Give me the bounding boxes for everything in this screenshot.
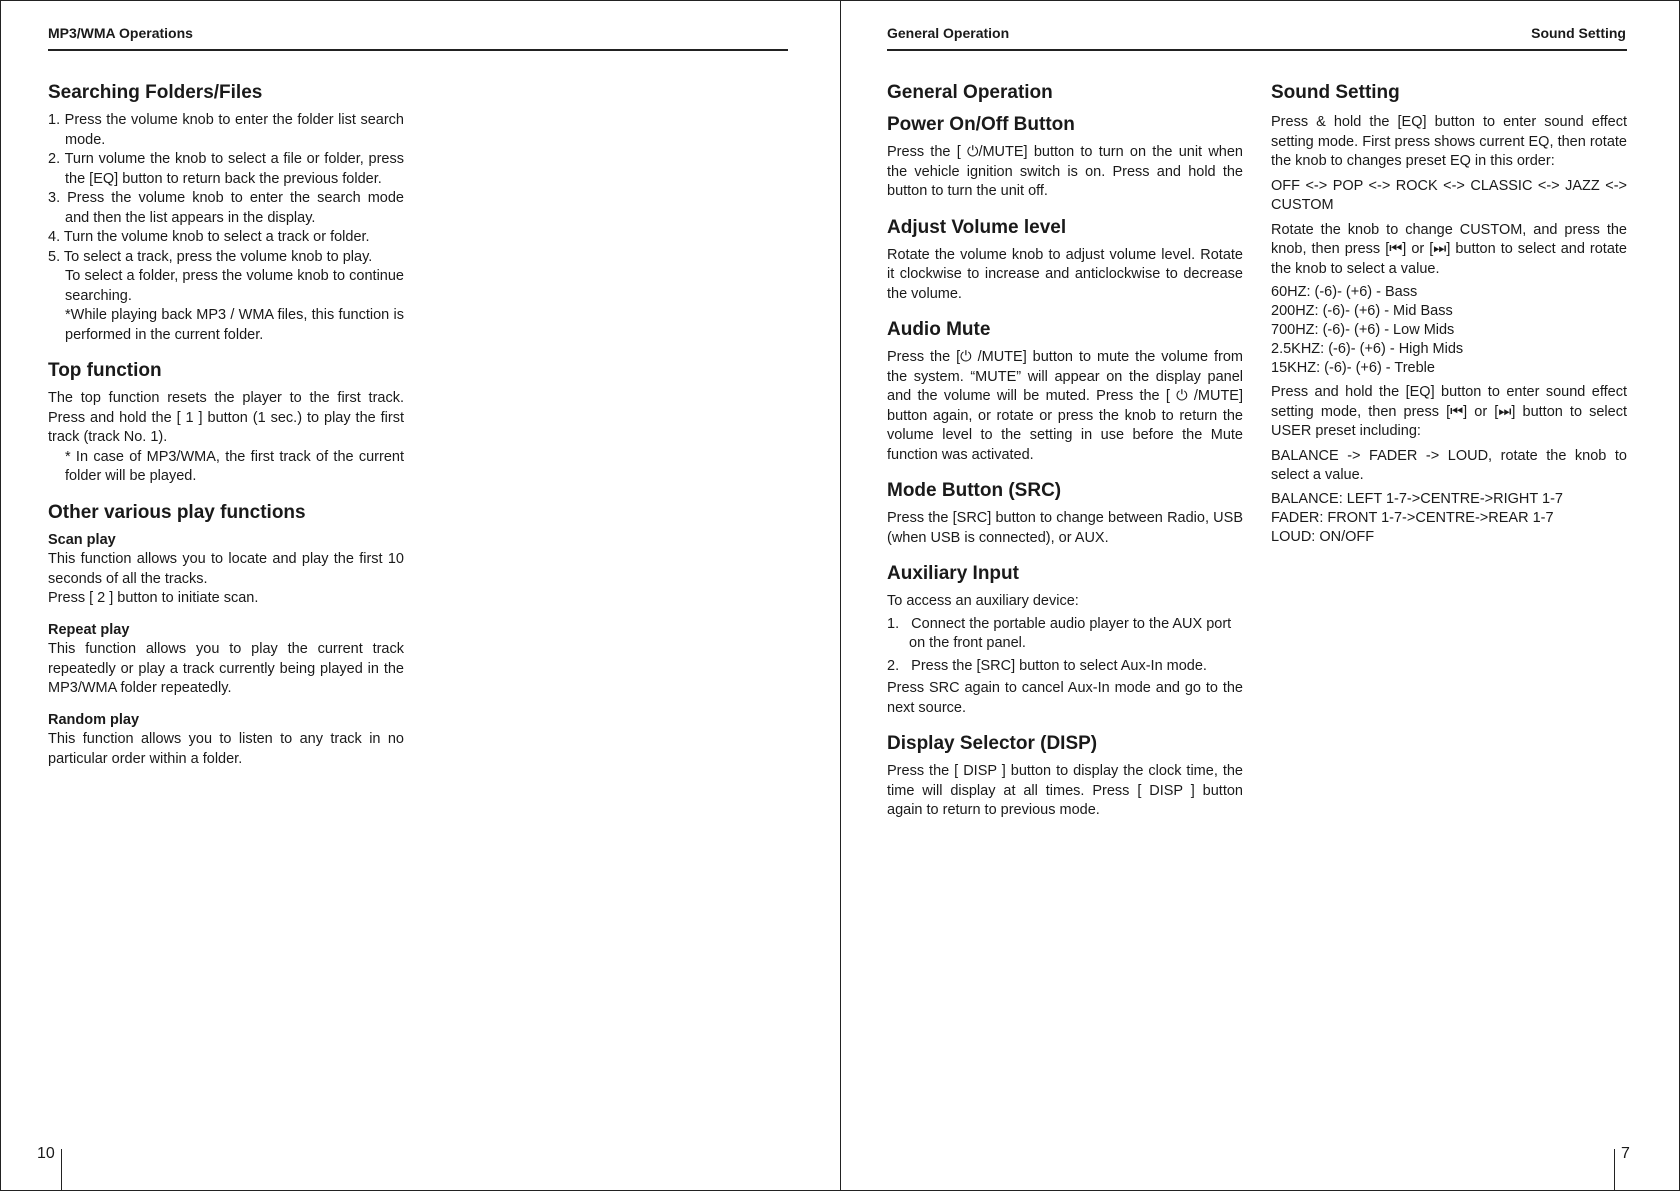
other-play-functions-heading: Other various play functions	[48, 501, 306, 523]
user-preset-text: Press and hold the [EQ] button to enter sound effect setting mode, then press [⏮] or [⏭] button to select USER preset including:	[1271, 384, 1627, 439]
right-page-header-left: General Operation	[887, 25, 1010, 41]
searching-step-3: 3. Press the volume knob to enter the search mode and then the list appears in the display.	[48, 190, 404, 226]
eq-band-200hz: 200HZ: (-6)- (+6) - Mid Bass	[1271, 303, 1453, 319]
right-header-rule	[887, 49, 1627, 51]
repeat-play-text: This function allows you to play the current track repeatedly or play a track currently being played in the MP3/WMA folder repeatedly.	[48, 641, 404, 696]
random-play-text: This function allows you to listen to any track in no particular order within a folder.	[48, 731, 404, 767]
auxiliary-input-heading: Auxiliary Input	[887, 563, 1019, 584]
searching-step-5: 5. To select a track, press the volume knob to play.	[48, 248, 373, 265]
display-selector-text: Press the [ DISP ] button to display the clock time, the time will display at all times. Press [ DISP ] button again to return to previous mode.	[887, 763, 1243, 818]
balance-fader-loud-text: BALANCE -> FADER -> LOUD, rotate the knob to select a value.	[1271, 447, 1627, 483]
searching-step-2: 2. Turn volume the knob to select a file or folder, press the [EQ] button to return back the previous folder.	[48, 151, 404, 187]
searching-folders-heading: Searching Folders/Files	[48, 82, 263, 103]
general-operation-heading: General Operation	[887, 82, 1053, 103]
searching-note-folder: To select a folder, press the volume knob to continue searching.	[65, 268, 404, 304]
top-function-heading: Top function	[48, 360, 162, 381]
eq-order: OFF <-> POP <-> ROCK <-> CLASSIC <-> JAZZ <-> CUSTOM	[1271, 177, 1627, 213]
left-column	[48, 81, 404, 769]
eq-band-list	[1271, 283, 1627, 378]
searching-steps	[48, 111, 404, 345]
power-button-heading: Power On/Off Button	[887, 114, 1075, 135]
custom-eq-text: Rotate the knob to change CUSTOM, and press the knob, then press [⏮] or [⏭] button to select and rotate the knob to select a value.	[1271, 221, 1627, 277]
auxiliary-step-1: 1. Connect the portable audio player to the AUX port on the front panel.	[887, 615, 1232, 651]
balance-value: BALANCE: LEFT 1-7->CENTRE->RIGHT 1-7	[1271, 490, 1563, 507]
eq-band-15khz: 15KHZ: (-6)- (+6) - Treble	[1271, 360, 1435, 376]
left-page-tick	[61, 1149, 62, 1191]
adjust-volume-text: Rotate the volume knob to adjust volume level. Rotate it clockwise to increase and anticlockwise to decrease the volume.	[887, 246, 1243, 302]
right-page	[840, 0, 1680, 1191]
searching-note-mp3: *While playing back MP3 / WMA files, this function is performed in the current folder.	[65, 307, 404, 343]
mode-button-text: Press the [SRC] button to change between Radio, USB (when USB is connected), or AUX.	[887, 510, 1243, 546]
sound-setting-intro: Press & hold the [EQ] button to enter sound effect setting mode. First press shows current EQ, then rotate the knob to changes preset EQ in this order:	[1271, 114, 1627, 169]
eq-band-2-5khz: 2.5KHZ: (-6)- (+6) - High Mids	[1271, 341, 1464, 357]
eq-band-700hz: 700HZ: (-6)- (+6) - Low Mids	[1271, 322, 1455, 338]
power-button-text: Press the [ ⏻/MUTE] button to turn on the unit when the vehicle ignition switch is on. Press and hold the button to turn the unit off.	[887, 144, 1243, 199]
sound-setting-column	[1271, 81, 1627, 547]
searching-step-4: 4. Turn the volume knob to select a track or folder.	[48, 229, 370, 245]
top-function-text: The top function resets the player to the first track. Press and hold the [ 1 ] button (1 sec.) to play the first track (track No. 1).	[48, 390, 404, 445]
right-page-number: 7	[1621, 1145, 1630, 1162]
auxiliary-steps	[887, 615, 1243, 677]
right-page-header-right: Sound Setting	[1531, 25, 1626, 41]
right-page-tick	[1614, 1149, 1615, 1191]
repeat-play-heading: Repeat play	[48, 621, 130, 638]
scan-play-press: Press [ 2 ] button to initiate scan.	[48, 590, 259, 606]
display-selector-heading: Display Selector (DISP)	[887, 733, 1098, 754]
sound-setting-heading: Sound Setting	[1271, 82, 1400, 103]
audio-mute-text: Press the [⏻ /MUTE] button to mute the volume from the system. “MUTE” will appear on the display panel and the volume will be muted. Press the [ ⏻ /MUTE] button again, or rotate or press the knob to return the volume level to the setting in use before the Mute function was activated.	[887, 349, 1243, 463]
auxiliary-input-intro: To access an auxiliary device:	[887, 593, 1079, 609]
auxiliary-step-2: 2. Press the [SRC] button to select Aux-In mode.	[887, 657, 1207, 674]
random-play-heading: Random play	[48, 711, 140, 728]
audio-mute-heading: Audio Mute	[887, 319, 991, 340]
loud-value: LOUD: ON/OFF	[1271, 528, 1375, 545]
searching-step-1: 1. Press the volume knob to enter the folder list search mode.	[48, 112, 404, 148]
scan-play-heading: Scan play	[48, 531, 116, 548]
scan-play-text: This function allows you to locate and play the first 10 seconds of all the tracks.	[48, 551, 404, 587]
left-header-rule	[48, 49, 788, 51]
mode-button-heading: Mode Button (SRC)	[887, 480, 1062, 501]
general-operation-column	[887, 81, 1243, 821]
user-preset-values	[1271, 490, 1627, 547]
left-page-header: MP3/WMA Operations	[48, 25, 193, 41]
auxiliary-input-outro: Press SRC again to cancel Aux-In mode and go to the next source.	[887, 680, 1243, 716]
adjust-volume-heading: Adjust Volume level	[887, 216, 1067, 238]
fader-value: FADER: FRONT 1-7->CENTRE->REAR 1-7	[1271, 509, 1554, 526]
left-page-number: 10	[37, 1145, 55, 1162]
top-function-note: * In case of MP3/WMA, the first track of the current folder will be played.	[65, 448, 404, 484]
eq-band-60hz: 60HZ: (-6)- (+6) - Bass	[1271, 284, 1418, 300]
